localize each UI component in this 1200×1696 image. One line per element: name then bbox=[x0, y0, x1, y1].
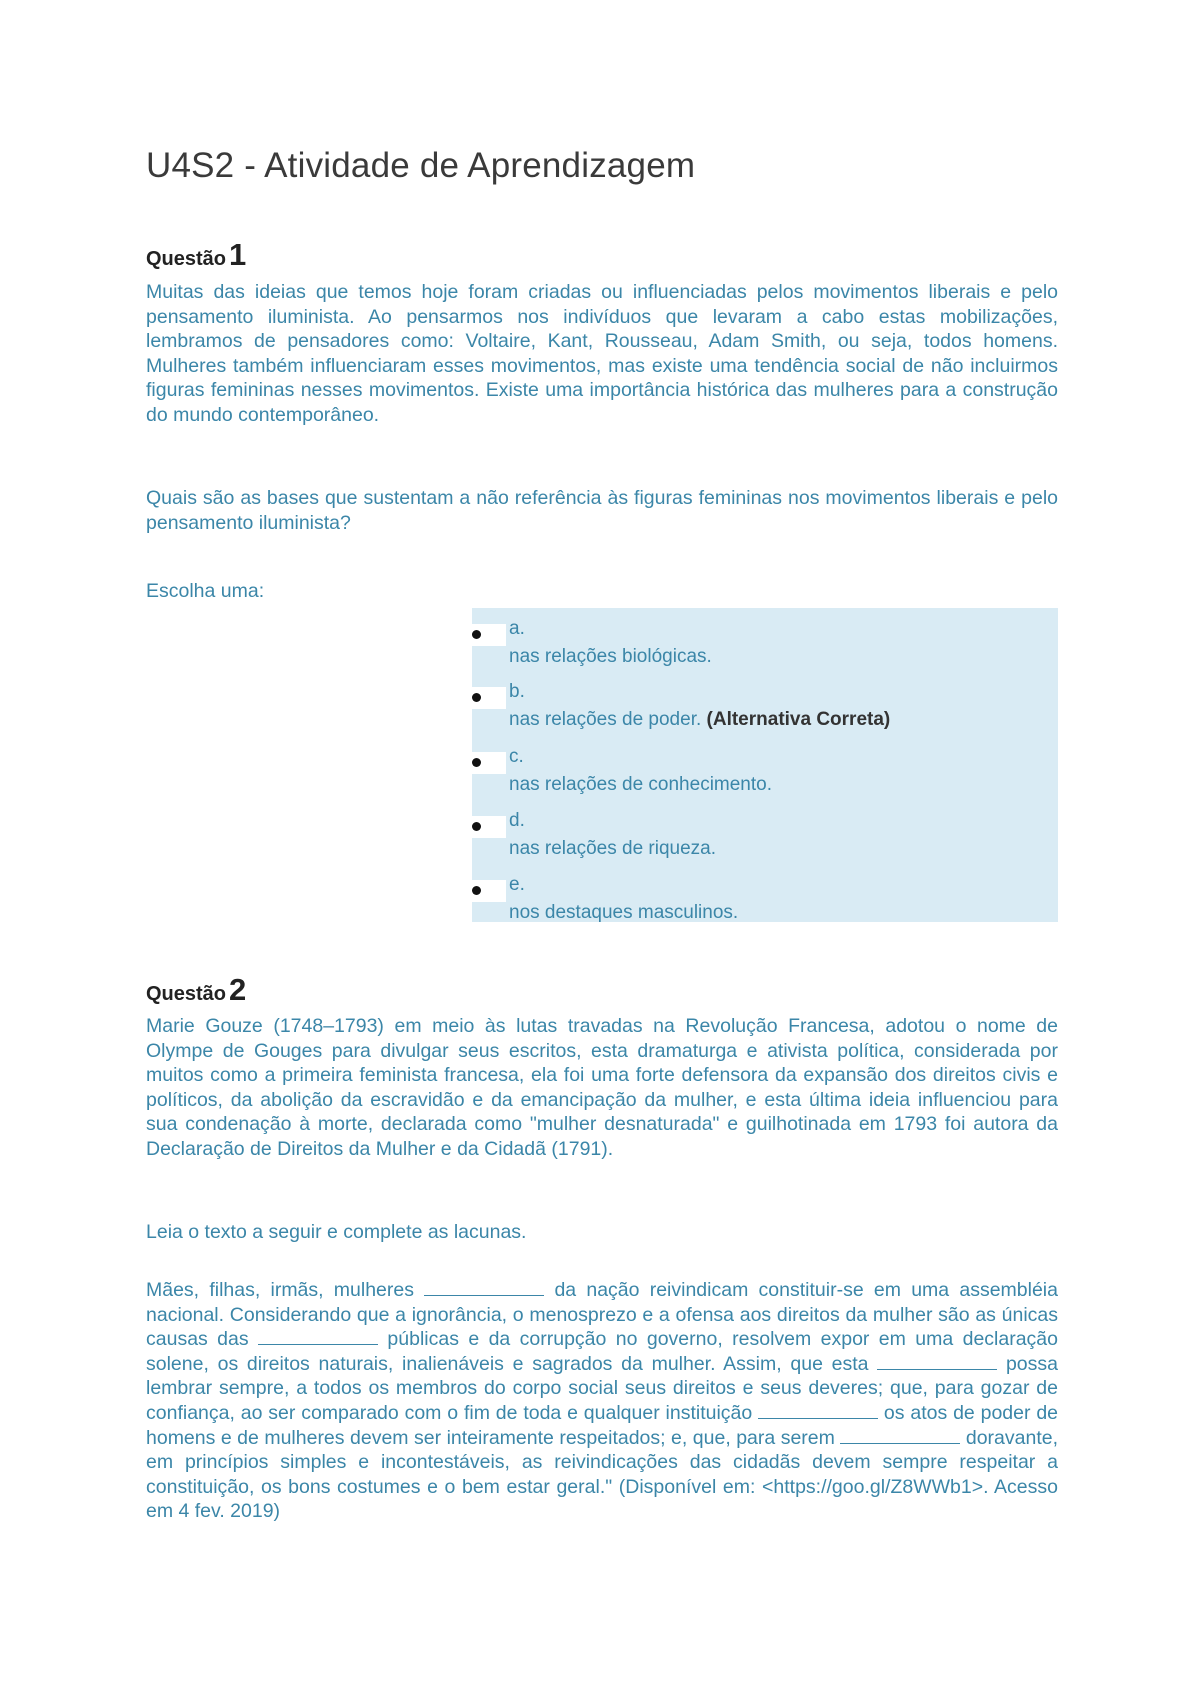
question-number: 1 bbox=[229, 237, 247, 272]
answer-options bbox=[472, 608, 1058, 922]
option-a[interactable] bbox=[472, 614, 1058, 674]
option-letter: b. bbox=[509, 681, 525, 702]
question-label: Questão bbox=[146, 983, 227, 1005]
page-title: U4S2 - Atividade de Aprendizagem bbox=[146, 146, 696, 185]
blank-field[interactable] bbox=[877, 1355, 997, 1370]
option-c[interactable] bbox=[472, 742, 1058, 802]
blank-field[interactable] bbox=[758, 1404, 878, 1419]
blank-field[interactable] bbox=[424, 1281, 544, 1296]
fill-in-passage: Mães, filhas, irmãs, mulheres da nação reivindicam constituir-se em uma assembléia nacional. Considerando que a ignorância, o menosprezo e a ofensa aos direitos da mulher são as únicas causas das públicas e da corrupção no governo, resolvem expor em uma declaração solene, os direitos naturais, inalienáveis e sagrados da mulher. Assim, que esta possa lembrar sempre, a todos os membros do corpo social seus direitos e seus deveres; que, para gozar de confiança, ao ser comparado com o fim de toda e qualquer instituição os atos de poder de homens e de mulheres devem ser inteiramente respeitados; e, que, para serem doravante, em princípios simples e incontestáveis, as reivindicações das cidadãs devem sempre respeitar a constituição, os bons costumes e o bem estar geral." (Disponível em: <https://goo.gl/Z8WWb1>. Acesso em 4 fev. 2019) bbox=[146, 1279, 1059, 1523]
question-1-intro: Muitas das ideias que temos hoje foram criadas ou influenciadas pelos movimentos liberais e pelo pensamento iluminista. Ao pensarmos nos indivíduos que levaram a cabo estas mobilizações, lembramos de pensadores como: Voltaire, Kant, Rousseau, Adam Smith, ou seja, todos homens. Mulheres também influenciaram esses movimentos, mas existe uma tendência social de não incluirmos figuras femininas nesses movimentos. Existe uma importância histórica das mulheres para a construção do mundo contemporâneo. bbox=[146, 281, 1058, 426]
option-letter: e. bbox=[509, 874, 525, 895]
question-2-intro: Marie Gouze (1748–1793) em meio às lutas travadas na Revolução Francesa, adotou o nome de Olympe de Gouges para divulgar seus escritos, esta dramaturga e ativista política, considerada por muitos como a primeira feminista francesa, ela foi uma forte defensora da expansão dos direitos civis e políticos, da abolição da escravidão e da emancipação da mulher, e esta última ideia influenciou para sua condenação à morte, declarada como "mulher desnaturada" e guilhotinada em 1793 foi autora da Declaração de Direitos da Mulher e da Cidadã (1791). bbox=[146, 1015, 1058, 1160]
option-text: nas relações de poder. (Alternativa Correta) bbox=[509, 709, 891, 730]
option-text: nas relações de riqueza. bbox=[509, 838, 717, 859]
option-e[interactable] bbox=[472, 870, 1058, 930]
choose-one-label: Escolha uma: bbox=[146, 580, 265, 602]
option-text: nos destaques masculinos. bbox=[509, 902, 739, 923]
option-b[interactable] bbox=[472, 677, 1058, 737]
option-text: nas relações biológicas. bbox=[509, 646, 712, 667]
question-1-prompt: Quais são as bases que sustentam a não referência às figuras femininas nos movimentos liberais e pelo pensamento iluminista? bbox=[146, 487, 1058, 534]
question-label: Questão bbox=[146, 248, 227, 270]
option-letter: c. bbox=[509, 746, 524, 767]
option-text: nas relações de conhecimento. bbox=[509, 774, 772, 795]
option-d[interactable] bbox=[472, 806, 1058, 866]
option-letter: a. bbox=[509, 618, 525, 639]
question-2-heading bbox=[146, 972, 246, 1008]
question-1-heading bbox=[146, 237, 246, 273]
option-letter: d. bbox=[509, 810, 525, 831]
question-number: 2 bbox=[229, 972, 247, 1007]
bullet-icon bbox=[472, 880, 506, 902]
bullet-icon bbox=[472, 752, 506, 774]
bullet-icon bbox=[472, 624, 506, 646]
blank-field[interactable] bbox=[258, 1330, 378, 1345]
bullet-icon bbox=[472, 687, 506, 709]
correct-answer-mark: (Alternativa Correta) bbox=[706, 709, 891, 730]
bullet-icon bbox=[472, 816, 506, 838]
question-2-instruction: Leia o texto a seguir e complete as lacunas. bbox=[146, 1221, 527, 1243]
blank-field[interactable] bbox=[840, 1429, 960, 1444]
